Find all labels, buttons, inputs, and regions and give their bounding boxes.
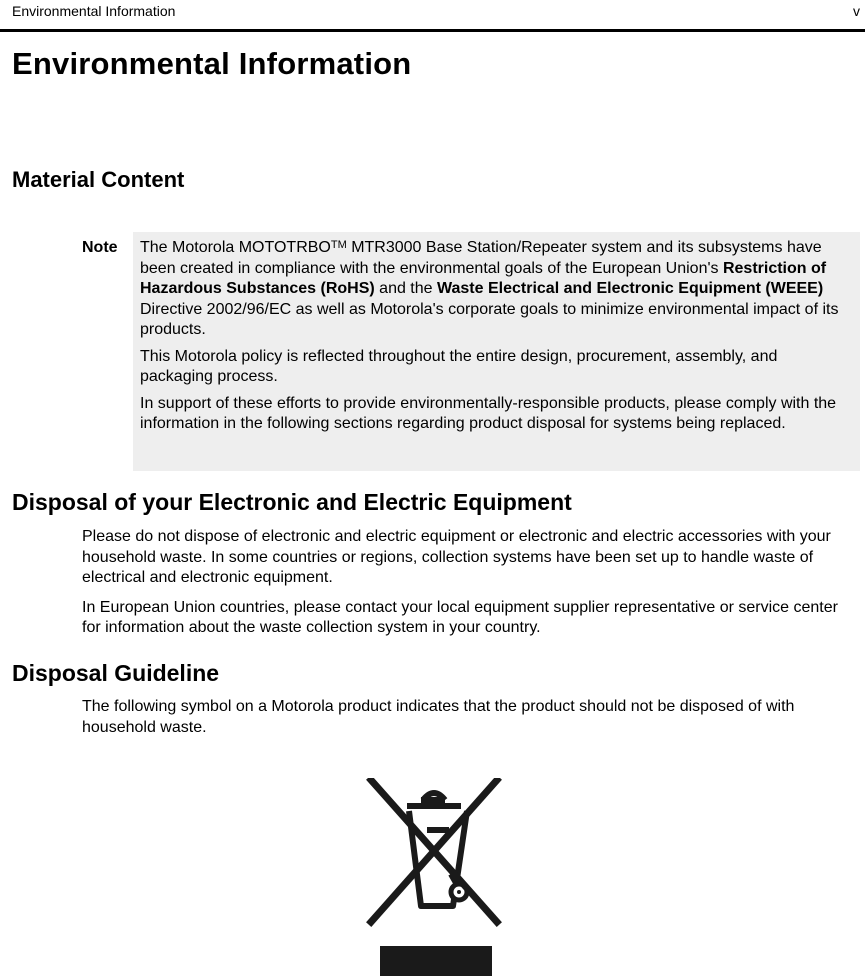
disposal-heading: Disposal of your Electronic and Electric Equipment xyxy=(12,489,572,515)
crossed-out-wheelie-bin-icon xyxy=(363,778,505,978)
trademark-mark: TM xyxy=(330,239,347,251)
weee-term: Waste Electrical and Electronic Equipment (WEEE) xyxy=(437,280,824,297)
note-paragraph-1: The Motorola MOTOTRBO™ MTR3000 Base Station/Repeater system and its subsystems have been created in compliance with the environmental goals of the European Union's Restriction of Hazardous Substances (RoHS) and the Waste Electrical and Electronic Equipment (WEEE) Directive 2002/96/EC as well as Motorola's corporate goals to minimize environmental impact of its products. xyxy=(140,239,839,338)
material-content-heading: Material Content xyxy=(12,167,185,192)
running-header xyxy=(0,0,865,32)
guideline-paragraph-1: The following symbol on a Motorola product indicates that the product should not be disposed of with household waste. xyxy=(82,698,795,736)
disposal-paragraph-1: Please do not dispose of electronic and electric equipment or electronic and electric accessories with your household waste. In some countries or regions, collection systems have been set up to handle waste of electrical and electronic equipment. xyxy=(82,528,831,586)
guideline-body xyxy=(82,697,860,747)
disposal-paragraph-2: In European Union countries, please contact your local equipment supplier representative or service center for information about the waste collection system in your country. xyxy=(82,598,838,636)
note-paragraph-2: This Motorola policy is reflected throughout the entire design, procurement, assembly, and packaging process. xyxy=(140,347,778,385)
note-label: Note xyxy=(82,239,118,256)
disposal-body xyxy=(82,527,860,648)
disposal-guideline-heading: Disposal Guideline xyxy=(12,660,220,686)
note-body xyxy=(140,238,852,441)
chapter-title: Environmental Information xyxy=(12,46,412,81)
underline-bar xyxy=(380,946,492,976)
note-paragraph-3: In support of these efforts to provide environmentally-responsible products, please comply with the information in the following sections regarding product disposal for systems being replaced. xyxy=(140,394,837,432)
running-header-title: Environmental Information xyxy=(12,3,176,19)
rohs-term: Restriction of Hazardous Substances (RoHS) xyxy=(140,259,827,297)
page-number: v xyxy=(853,3,860,19)
